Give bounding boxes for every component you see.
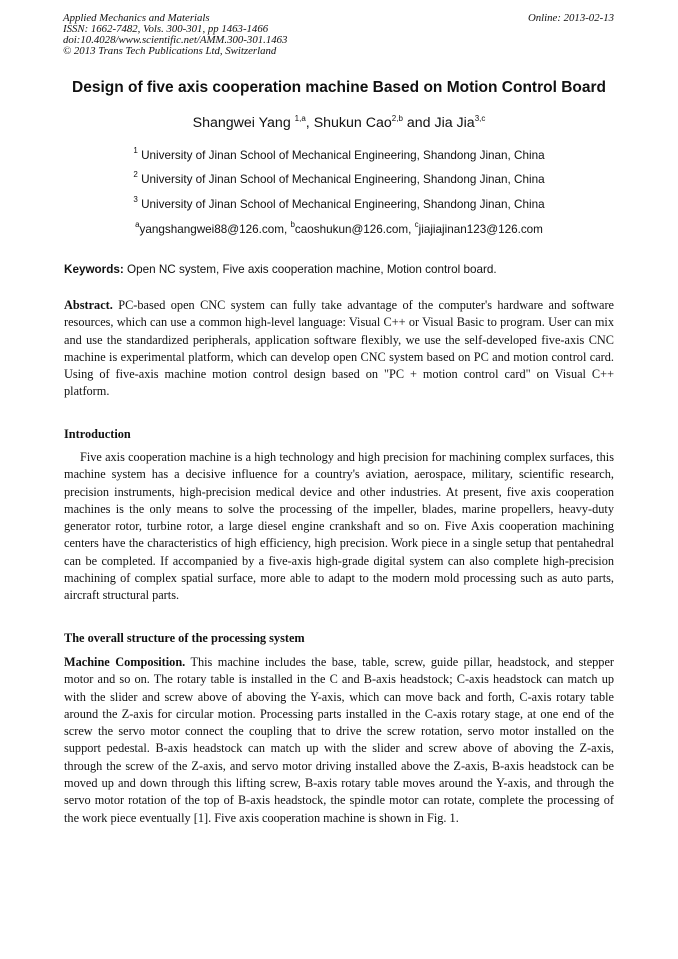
affiliation-superscript: 3	[133, 195, 138, 204]
keywords-text: Open NC system, Five axis cooperation machine, Motion control board.	[123, 263, 497, 276]
author-name: Jia Jia	[434, 115, 475, 131]
author-list	[40, 114, 638, 132]
affiliation-text: University of Jinan School of Mechanical Engineering, Shandong Jinan, China	[141, 149, 545, 162]
abstract-label: Abstract.	[64, 298, 113, 312]
machine-composition-text: This machine includes the base, table, screw, guide pillar, headstock, and stepper motor and so on. The rotary table is installed in the C and B-axis headstock; C-axis headstock can match up with the slider and screw above of aboving the Y-axis, which can move back and forth, C-axis rotary table around the Z-axis for circular motion. Processing parts installed in the C-axis rotary stage, at one end of the screw the servo motor connect the coupling that to drive the screw rotation, servo motor installed on the support pedestal. B-axis headstock can match up with the slider and screw above of aboving the Z-axis, through the screw of the Z-axis, and servo motor driving installed above the Z-axis, B-axis headstock can be moved up and down through this lifting screw, B-axis rotary table moves around the Y-axis, and through the servo motor rotation of the top of B-axis headstock, the spindle motor can rotate, complete the processing of the work piece eventually [1]. Five axis cooperation machine is shown in Fig. 1.	[64, 655, 614, 825]
email-list	[40, 220, 638, 237]
author-separator: ,	[305, 115, 314, 131]
author-separator: and	[402, 115, 435, 131]
affiliation-text: University of Jinan School of Mechanical Engineering, Shandong Jinan, China	[141, 198, 545, 211]
affiliation-1	[40, 146, 638, 163]
journal-copyright: © 2013 Trans Tech Publications Ltd, Switzerland	[63, 45, 277, 57]
affiliation-superscript: 2	[133, 170, 138, 179]
email-link[interactable]: yangshangwei88@126.com	[139, 223, 284, 236]
journal-doi: doi:10.4028/www.scientific.net/AMM.300-301.1463	[63, 34, 288, 46]
journal-name: Applied Mechanics and Materials	[63, 12, 210, 24]
structure-paragraph	[64, 654, 614, 827]
email-separator: ,	[283, 223, 291, 236]
introduction-paragraph: Five axis cooperation machine is a high technology and high precision for machining complex surfaces, this machine system has a decisive influence for a country's aviation, aerospace, military, scientific research, precision instruments, high-precision medical device and other industries. At present, five axis cooperation machines is the only means to solve the processing of the impeller, blades, marine propellers, heavy-duty generator rotor, turbine rotor, a large diesel engine crankshaft and so on. Five Axis cooperation machining centers have the characteristics of high efficiency, high precision. Work piece in a single setup that pentahedral can be completed. If accompanied by a five-axis high-grade digital system can also complete high-precision machining of complex spatial surface, more able to adapt to the modern mold processing such as auto parts, aircraft structural parts.	[64, 450, 614, 603]
affiliation-3	[40, 195, 638, 212]
affiliation-2	[40, 170, 638, 187]
abstract-text: PC-based open CNC system can fully take advantage of the computer's hardware and software resources, which can use a common high-level language: Visual C++ or Visual Basic to program. User can mix and use the standardized peripherals, application software flexibly, we use the self-developed five-axis CNC machine is experimental platform, which can develop open CNC system based on PC and motion control card. Using of five-axis machine motion control design based on "PC + motion control card" on Visual C++ platform.	[64, 298, 614, 399]
author-superscript: 3,c	[474, 114, 486, 123]
affiliation-text: University of Jinan School of Mechanical Engineering, Shandong Jinan, China	[141, 173, 545, 186]
paper-title: Design of five axis cooperation machine Based on Motion Control Board	[72, 79, 606, 96]
machine-composition-label: Machine Composition.	[64, 655, 186, 669]
journal-issn: ISSN: 1662-7482, Vols. 300-301, pp 1463-1466	[63, 23, 269, 35]
introduction-heading: Introduction	[64, 427, 131, 441]
author-superscript: 2,b	[391, 114, 403, 123]
email-superscript: a	[135, 220, 140, 229]
affiliation-superscript: 1	[133, 146, 138, 155]
email-superscript: b	[290, 220, 295, 229]
email-link[interactable]: jiajiajinan123@126.com	[418, 223, 543, 236]
email-separator: ,	[408, 223, 415, 236]
abstract-paragraph	[64, 297, 614, 401]
author-name: Shukun Cao	[313, 115, 392, 131]
structure-heading: The overall structure of the processing system	[64, 631, 305, 645]
author-name: Shangwei Yang	[192, 115, 291, 131]
email-link[interactable]: caoshukun@126.com	[294, 223, 409, 236]
keywords-line	[64, 263, 614, 277]
email-superscript: c	[414, 220, 419, 229]
author-superscript: 1,a	[294, 114, 306, 123]
journal-header	[63, 13, 443, 57]
online-date: Online: 2013-02-13	[527, 12, 614, 24]
keywords-label: Keywords:	[64, 263, 124, 276]
